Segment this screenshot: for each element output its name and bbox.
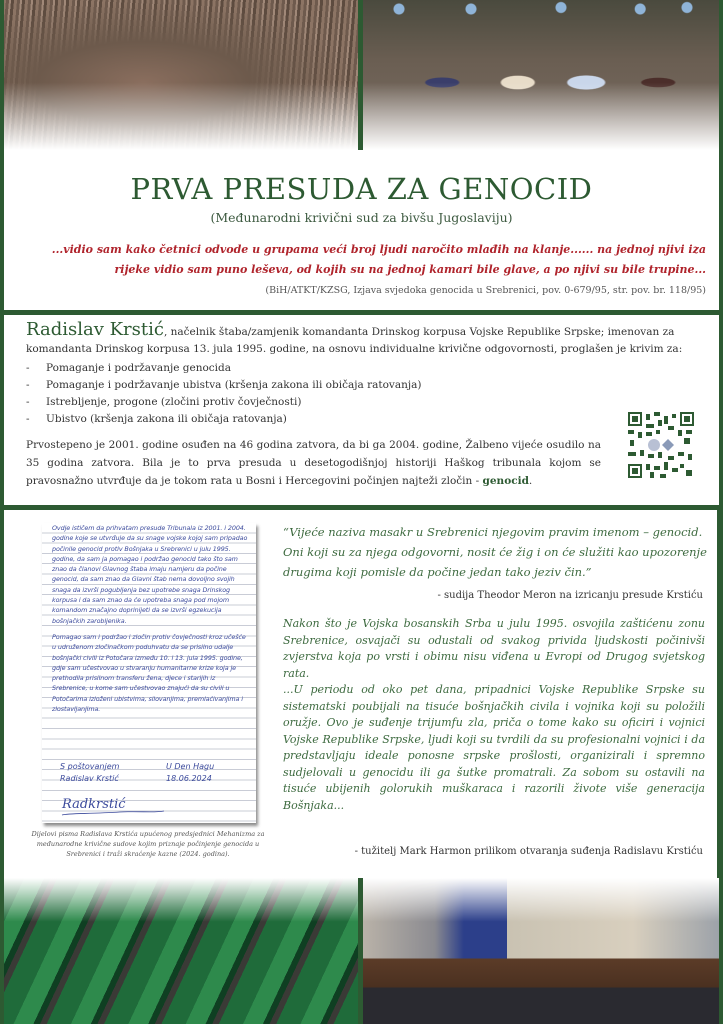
photo-green-coffins <box>0 878 358 1024</box>
frame-divider-top-photos <box>358 0 363 150</box>
testimony-line-1: ...vidio sam kako četnici odvode u grupama veći broj ljudi naročito mlađih na klanje...... na jednoj njivi iza <box>51 243 706 256</box>
title-block <box>14 160 709 225</box>
charges-list <box>26 360 698 428</box>
harmon-attribution: - tužitelj Mark Harmon prilikom otvaranja suđenja Radislavu Krstiću <box>354 846 703 857</box>
frame-right-inner <box>717 510 723 878</box>
handwritten-letter <box>42 523 256 823</box>
verdict-emphasis: genocid <box>482 475 529 487</box>
meron-quote: “Vijeće naziva masakr u Srebrenici njegovim pravim imenom – genocid. Oni koji su za njega odgovorni, nosit će žig i on će služiti kao upozorenje drugima koji pomisle da počine jedan tako jeziv čin.” <box>283 525 707 579</box>
meron-attribution: - sudija Theodor Meron na izricanju presude Krstiću <box>437 590 703 601</box>
defendant-name: Radislav Krstić <box>26 319 164 340</box>
frame-left <box>0 0 4 1024</box>
signature-text: Radkrstić <box>62 797 126 812</box>
letter-paragraph: Ovdje ističem da prihvatam presude Tribunala iz 2001. i 2004. godine koje se utvrđuje da su snage vojske kojoj sam pripadao počinile genocid protiv Bošnjaka u Srebrenici u julu 1995. godine, da sam ja pomagao i podržao genocid tako što sam znao da članovi Glavnog štaba imaju namjeru da počine genocid, da sam znao da Glavni štab nema dovoljno svojih snaga da izvrši pogubljenja bez upotrebe snaga Drinskog korpusa i da sam znao da će upotreba snaga pod mojom komandom značajno doprinijeti da se izvrši egzekucija bošnjačkih zarobljenika. <box>52 524 248 625</box>
harmon-paragraph: Nakon što je Vojska bosanskih Srba u julu 1995. osvojila zaštićenu zonu Srebrenice, osvajači su odustali od svakog privida ljudskosti počinivši zvjerstva koja po vrsti i obimu nisu viđena u Evropi od Drugog svjetskog rata. <box>283 617 705 680</box>
photo-courtroom <box>363 878 723 1024</box>
letter-closing: S poštovanjem Radislav Krstić <box>60 762 120 783</box>
harmon-quote <box>283 616 705 814</box>
letter-place-date: U Den Hagu 18.06.2024 <box>166 762 215 783</box>
charge-item: - Pomaganje i podržavanje ubistva (kršenja zakona ili običaja ratovanja) <box>26 379 422 391</box>
charge-item: - Pomaganje i podržavanje genocida <box>26 362 232 374</box>
testimony-source: (BiH/ATKT/KZSG, Izjava svjedoka genocida u Srebrenici, pov. 0-679/95, str. pov. br. 118/95) <box>265 285 706 296</box>
photo-crowd-refugees <box>0 0 358 150</box>
letter-signed-name: Radislav Krstić <box>60 774 119 783</box>
bio-intro: , načelnik štaba/zamjenik komandanta Drinskog korpusa Vojske Republike Srpske; imenovan za komandanta Drinskog korpusa 13. jula 1995. godine, na osnovu individualne krivične odgovornosti, proglašen je krivim za: <box>26 326 683 355</box>
verdict-paragraph: Prvostepeno je 2001. godine osuđen na 46 godina zatvora, da bi ga 2004. godine, Žalbeno vijeće osudilo na 35 godina zatvora. Bila je to prva presuda u desetogodišnjoj historiji Haškog tribunala kojom se pravosnažno utvrđuje da je tokom rata u Bosni i Hercegovini počinjen najteži zločin - genocid. <box>26 439 601 487</box>
frame-divider-title <box>0 310 723 315</box>
signature <box>60 791 170 819</box>
charge-item: - Ubistvo (kršenja zakona ili običaja ratovanja) <box>26 413 287 425</box>
bio-section <box>26 321 698 428</box>
page-title: PRVA PRESUDA ZA GENOCID <box>130 172 593 206</box>
testimony-line-2: rijeke vidio sam puno leševa, od kojih su na jednoj kamari bile glave, a po njivi su bile trupine... <box>114 263 706 276</box>
witness-testimony <box>40 240 706 280</box>
letter-caption: Dijelovi pisma Radislava Krstića upućenog predsjednici Mehanizma za međunarodne krivične sudove kojim priznaje počinjenje genocida u Srebrenici i traži skraćenje kazne (2024. godina). <box>31 830 265 858</box>
frame-divider-bio <box>0 505 723 510</box>
qr-code-icon[interactable] <box>628 412 694 478</box>
frame-divider-bottom-photos <box>358 878 363 1024</box>
letter-paragraph: Pomagao sam i podržao i zločin protiv čovječnosti kroz učešće u udruženom zločinačkom poduhvatu da se prisilno udalje bošnjački civili iz Potočara između 10. i 13. jula 1995. godine, gdje sam učestvovao u stvaranju humanitarne krize koja je prethodila prisilnom transferu žena, djece i starijih iz Srebrenice, u kome sam učestvovao znajući da su civili u Potočarima izloženi ubistvima, silovanjima, premlaćivanjima i zlostavljanjima. <box>52 632 246 714</box>
harmon-paragraph: ...U periodu od oko pet dana, pripadnici Vojske Republike Srpske su sistematski poubijali na tisuće bošnjačkih civila i vojnika koji su položili oružje. Ovo je suđenje trijumfu zla, priča o tome kako su oficiri i vojnici Vojske Republike Srpske, ljudi koji su tvrdili da su profesionalni vojnici i da predstavljaju ideale ponosne srpske prošlosti, organizirali i spremno sudjelovali u genocidu ili ga šutke promatrali. Za sobom su ostavili na tisuće ubijenih golorukih muškaraca i razorili živote više generacija Bošnjaka... <box>283 683 705 812</box>
page-subtitle: (Međunarodni krivični sud za bivšu Jugoslaviju) <box>210 210 513 225</box>
charge-item: - Istrebljenje, progone (zločini protiv čovječnosti) <box>26 396 302 408</box>
photo-women-peacekeepers <box>363 0 723 150</box>
